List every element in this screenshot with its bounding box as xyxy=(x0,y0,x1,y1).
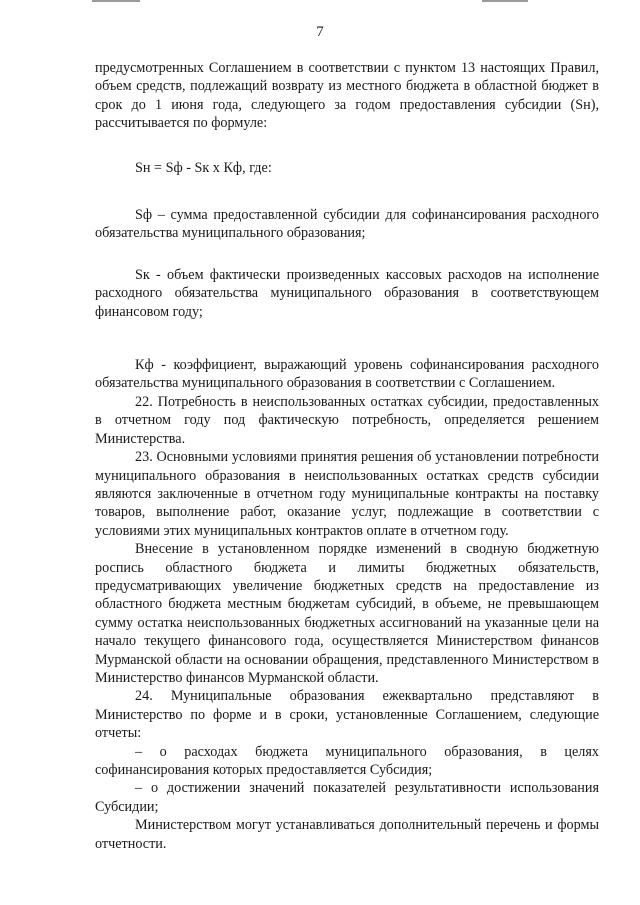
clause-23: 23. Основными условиями принятия решения об установлении потребности муниципального образования в неиспользованных остатках средств субсидии являются заключенные в отчетном году муниципальные контракты на поставку товаров, выполнение работ, оказание услуг, подлежащие в соответствии с условиями этих муниципальных контрактов оплате в отчетном году. xyxy=(95,449,599,539)
scan-edge-mark-left xyxy=(92,0,140,2)
document-body xyxy=(95,59,599,853)
report-item-expenses: – о расходах бюджета муниципального образования, в целях софинансирования которых предоставляется Субсидия; xyxy=(95,743,599,778)
definition-sf: Sф – сумма предоставленной субсидии для софинансирования расходного обязательства муниципального образования; xyxy=(95,207,599,242)
clause-24: 24. Муниципальные образования ежеквартально представляют в Министерство по форме и в сроки, установленные Соглашением, следующие отчеты: xyxy=(95,688,599,742)
report-item-indicators: – о достижении значений показателей результативности использования Субсидии; xyxy=(95,780,599,815)
page-number: 7 xyxy=(316,24,324,40)
definition-sk: Sк - объем фактически произведенных кассовых расходов на исполнение расходного обязательства муниципального образования в соответствующем финансовом году; xyxy=(95,266,599,320)
paragraph-continuation: предусмотренных Соглашением в соответствии с пунктом 13 настоящих Правил, объем средств, подлежащий возврату из местного бюджета в областной бюджет в срок до 1 июня года, следующего за годом предоставления субсидии (Sн), рассчитывается по формуле: xyxy=(95,60,599,132)
scan-edge-mark-right xyxy=(482,0,528,2)
definition-kf: Кф - коэффициент, выражающий уровень софинансирования расходного обязательства муниципального образования в соответствии с Соглашением. xyxy=(95,357,599,392)
clause-22: 22. Потребность в неиспользованных остатках субсидии, предоставленных в отчетном году под фактическую потребность, определяется решением Министерства. xyxy=(95,393,599,447)
clause-23-budget-changes: Внесение в установленном порядке изменений в сводную бюджетную роспись областного бюджета и лимиты бюджетных обязательств, предусматривающих увеличение бюджетных средств на предоставление из областного бюджета местным бюджетам субсидий, в объеме, не превышающем сумму остатка неиспользованных бюджетных ассигнований на указанные цели на начало текущего финансового года, осуществляется Министерством финансов Мурманской области на основании обращения, представленного Министерством в Министерство финансов Мурманской области. xyxy=(95,541,599,686)
formula: Sн = Sф - Sк х Кф, где: xyxy=(135,159,272,176)
paragraph-additional-reporting: Министерством могут устанавливаться дополнительный перечень и формы отчетности. xyxy=(95,817,599,852)
